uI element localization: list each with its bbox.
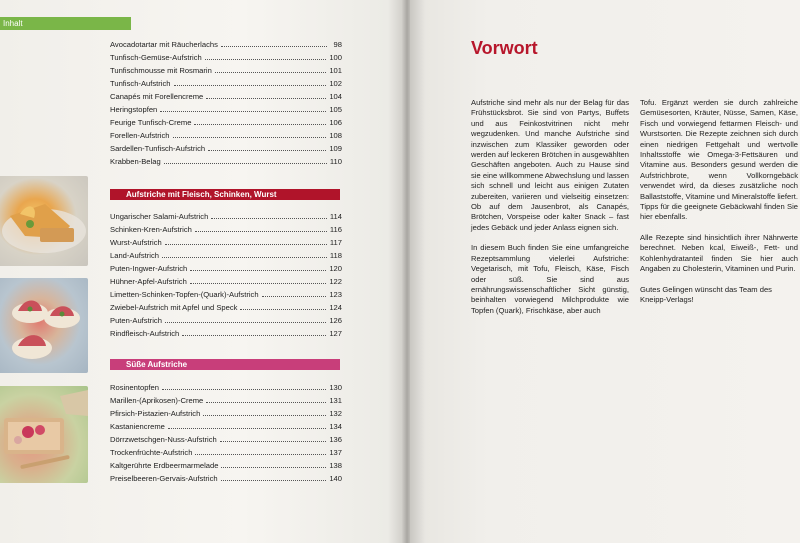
toc-entry-page: 110 — [329, 157, 342, 166]
toc-entry-page: 98 — [333, 40, 342, 49]
toc-leader-dots — [262, 296, 327, 297]
toc-entry — [110, 446, 342, 459]
toc-entry-title: Avocadotartar mit Räucherlachs — [110, 40, 218, 49]
toc-leader-dots — [165, 244, 327, 245]
toc-entry-title: Puten-Aufstrich — [110, 316, 162, 325]
toc-entry — [110, 142, 342, 155]
toc-entry-title: Canapés mit Forellencreme — [110, 92, 204, 101]
vorwort-closing: Gutes Gelingen wünscht das Team des Kneipp-Verlags! — [640, 284, 772, 304]
toc-entry — [110, 314, 342, 327]
food-photo-canapes — [0, 278, 88, 373]
toc-entry-page: 126 — [329, 316, 342, 325]
toc-fish-list — [110, 38, 342, 168]
toc-entry-title: Rosinentopfen — [110, 383, 159, 392]
toc-entry-page: 137 — [329, 448, 342, 457]
toc-entry-title: Tunfischmousse mit Rosmarin — [110, 66, 212, 75]
vorwort-paragraph: Alle Rezepte sind hinsichtlich ihrer Nährwerte berechnet. Neben kcal, Eiweiß-, Fett- und Kohlenhydratanteil finden Sie hier auch Angaben zu Cholesterin, Vitaminen und Purin. — [640, 232, 798, 274]
toc-entry-title: Wurst-Aufstrich — [110, 238, 162, 247]
toc-entry — [110, 394, 342, 407]
toc-entry — [110, 275, 342, 288]
food-photo-sweet-spread — [0, 386, 88, 483]
toc-entry-page: 106 — [329, 118, 342, 127]
toc-leader-dots — [165, 322, 326, 323]
toc-entry-title: Heringstopfen — [110, 105, 158, 114]
toc-entry — [110, 129, 342, 142]
section-header-sweet: Süße Aufstriche — [110, 359, 340, 370]
toc-entry-page: 124 — [329, 303, 342, 312]
toc-leader-dots — [174, 85, 327, 86]
toc-entry-title: Sardellen-Tunfisch-Aufstrich — [110, 144, 206, 153]
toc-entry — [110, 420, 342, 433]
toc-leader-dots — [221, 46, 327, 47]
toc-entry — [110, 288, 342, 301]
toc-leader-dots — [195, 454, 326, 455]
toc-entry — [110, 472, 342, 485]
toc-leader-dots — [162, 257, 327, 258]
toc-entry-title: Limetten-Schinken-Topfen-(Quark)-Aufstrich — [110, 290, 259, 299]
toc-entry-title: Rindfleisch-Aufstrich — [110, 329, 180, 338]
toc-entry-title: Hühner-Apfel-Aufstrich — [110, 277, 187, 286]
toc-entry-page: 100 — [329, 53, 342, 62]
toc-leader-dots — [208, 150, 326, 151]
toc-entry — [110, 77, 342, 90]
toc-entry — [110, 262, 342, 275]
toc-entry — [110, 459, 342, 472]
toc-leader-dots — [203, 415, 326, 416]
toc-entry — [110, 223, 342, 236]
toc-entry-title: Ungarischer Salami-Aufstrich — [110, 212, 209, 221]
toc-entry-title: Krabben-Belag — [110, 157, 161, 166]
toc-entry-title: Tunfisch-Gemüse-Aufstrich — [110, 53, 202, 62]
toc-entry-title: Zwiebel-Aufstrich mit Apfel und Speck — [110, 303, 238, 312]
toc-leader-dots — [220, 441, 327, 442]
toc-entry — [110, 38, 342, 51]
toc-sweet-list — [110, 381, 342, 485]
toc-leader-dots — [190, 283, 327, 284]
toc-entry-title: Forellen-Aufstrich — [110, 131, 170, 140]
toc-entry-page: 140 — [329, 474, 342, 483]
toc-entry-title: Kastaniencreme — [110, 422, 165, 431]
toc-leader-dots — [221, 467, 326, 468]
toc-leader-dots — [205, 59, 327, 60]
toc-entry — [110, 155, 342, 168]
toc-leader-dots — [160, 111, 326, 112]
toc-entry — [110, 116, 342, 129]
toc-meat-list — [110, 210, 342, 340]
vorwort-title: Vorwort — [471, 38, 538, 58]
toc-entry — [110, 301, 342, 314]
toc-entry-title: Tunfisch-Aufstrich — [110, 79, 171, 88]
toc-leader-dots — [195, 231, 327, 232]
vorwort-column-1 — [471, 98, 629, 326]
toc-leader-dots — [221, 480, 327, 481]
toc-entry — [110, 407, 342, 420]
toc-entry-page: 132 — [329, 409, 342, 418]
toc-entry-title: Pfirsich-Pistazien-Aufstrich — [110, 409, 201, 418]
toc-entry — [110, 327, 342, 340]
toc-entry-title: Marillen-(Aprikosen)-Creme — [110, 396, 204, 405]
toc-entry — [110, 51, 342, 64]
toc-entry — [110, 236, 342, 249]
toc-entry-page: 138 — [329, 461, 342, 470]
toc-entry — [110, 381, 342, 394]
toc-entry-title: Dörrzwetschgen-Nuss-Aufstrich — [110, 435, 217, 444]
toc-entry-page: 134 — [329, 422, 342, 431]
toc-leader-dots — [173, 137, 327, 138]
section-header-meat: Aufstriche mit Fleisch, Schinken, Wurst — [110, 189, 340, 200]
toc-leader-dots — [206, 98, 326, 99]
toc-entry-page: 104 — [329, 92, 342, 101]
toc-entry-title: Schinken-Kren-Aufstrich — [110, 225, 192, 234]
inhalt-tab: Inhalt — [0, 17, 131, 30]
toc-leader-dots — [168, 428, 326, 429]
toc-entry — [110, 249, 342, 262]
toc-entry-page: 102 — [329, 79, 342, 88]
toc-leader-dots — [164, 163, 327, 164]
toc-entry-page: 122 — [329, 277, 342, 286]
toc-leader-dots — [206, 402, 326, 403]
toc-entry-page: 136 — [329, 435, 342, 444]
toc-entry-page: 114 — [329, 212, 342, 221]
food-photo-fish — [0, 176, 88, 266]
toc-leader-dots — [190, 270, 326, 271]
vorwort-paragraph: Tofu. Ergänzt werden sie durch zahlreiche Gemüsesorten, Kräuter, Nüsse, Samen, Käse, Fisch und vorwiegend fettarmen Fleisch- und Wurstsorten. Die Rezepte zeichnen sich durch einen niedrigen Fettgehalt und wertvolle Inhaltsstoffe wie Omega-3-Fettsäuren und Vitamine aus. Besonders gesund werden die Aufstrichbrote, wenn Vollkorngebäck verwendet wird, da dieses zusätzliche noch Ballaststoffe, Vitamine und Mineralstoffe liefert. Tipps für die geeignete Gebäckwahl finden Sie hier ebenfalls. — [640, 98, 798, 222]
toc-entry-title: Land-Aufstrich — [110, 251, 159, 260]
toc-leader-dots — [162, 389, 326, 390]
toc-entry — [110, 90, 342, 103]
toc-entry-page: 127 — [329, 329, 342, 338]
toc-entry — [110, 433, 342, 446]
toc-leader-dots — [215, 72, 326, 73]
toc-leader-dots — [182, 335, 326, 336]
toc-entry-page: 123 — [329, 290, 342, 299]
vorwort-paragraph: In diesem Buch finden Sie eine umfangreiche Rezeptsammlung vielerlei Aufstriche: Vegetarisch, mit Tofu, Fleisch, Käse, Fisch oder süß. Sie sind aus ernährungswissenschaftlicher Sicht günstig, beinhalten vorwiegend Milchprodukte wie Topfen (Quark), Frischkäse, aber auch — [471, 243, 629, 315]
toc-entry-page: 108 — [329, 131, 342, 140]
toc-entry — [110, 210, 342, 223]
toc-entry-page: 131 — [329, 396, 342, 405]
toc-leader-dots — [211, 218, 327, 219]
vorwort-paragraph: Aufstriche sind mehr als nur der Belag für das Frühstücksbrot. Sie sind von Partys, Buffets und aus Feinkostvitrinen nicht mehr wegzudenken. Und manche Aufstriche sind inzwischen zum Klassiker geworden oder werden auf leckeren Brötchen in ausgewählten Geschäften angeboten. Auch zu Hause sind sie eine willkommene Abwechslung und lassen sich schnell und leicht aus einigen Zutaten zubereiten, variieren und vielseitig einsetzen: Ob auf dem Jausenbrot, als Canapés, Brötchen, Vorspeise oder kalter Snack – fast jedes Gebäck und jeder Anlass eignen sich. — [471, 98, 629, 232]
toc-entry-page: 116 — [329, 225, 342, 234]
toc-entry-title: Puten-Ingwer-Aufstrich — [110, 264, 188, 273]
toc-entry — [110, 103, 342, 116]
toc-leader-dots — [194, 124, 326, 125]
toc-entry-page: 118 — [329, 251, 342, 260]
toc-leader-dots — [240, 309, 326, 310]
toc-entry-page: 105 — [329, 105, 342, 114]
toc-entry-title: Feurige Tunfisch-Creme — [110, 118, 192, 127]
toc-entry-title: Trockenfrüchte-Aufstrich — [110, 448, 193, 457]
vorwort-column-2 — [640, 98, 798, 315]
toc-entry-page: 130 — [329, 383, 342, 392]
toc-entry — [110, 64, 342, 77]
toc-entry-title: Preiselbeeren-Gervais-Aufstrich — [110, 474, 218, 483]
toc-entry-page: 117 — [329, 238, 342, 247]
toc-entry-page: 120 — [329, 264, 342, 273]
toc-entry-title: Kaltgerührte Erdbeermarmelade — [110, 461, 219, 470]
toc-entry-page: 109 — [329, 144, 342, 153]
toc-entry-page: 101 — [329, 66, 342, 75]
